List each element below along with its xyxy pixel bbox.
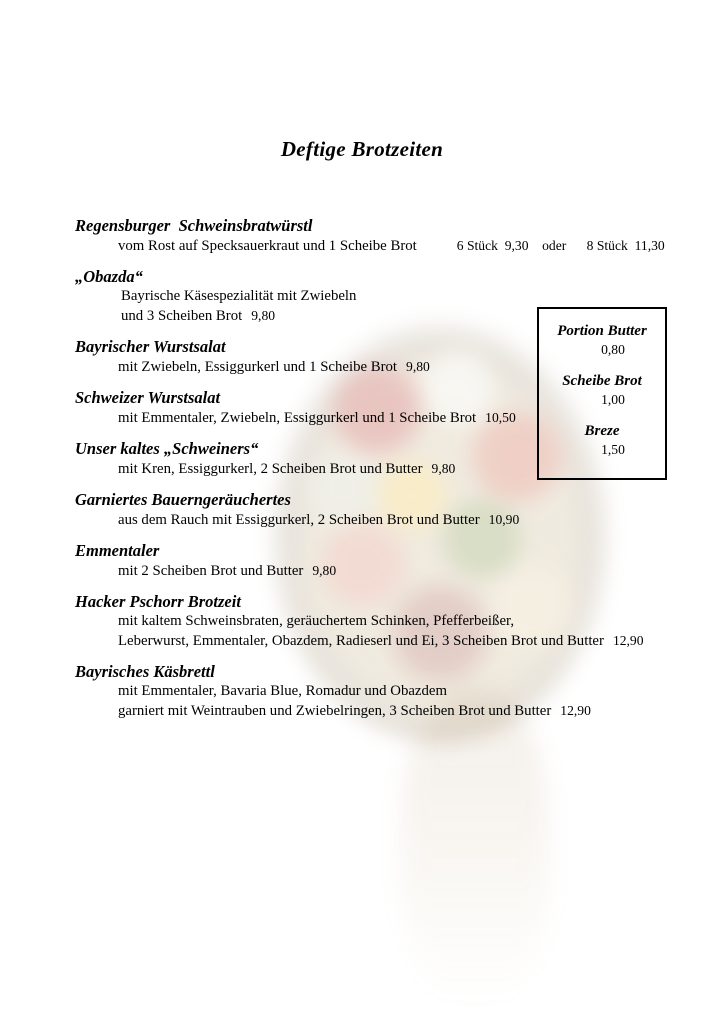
- item-description: [121, 287, 695, 306]
- item-desc-text: mit Emmentaler, Zwiebeln, Essiggurkerl und 1 Scheibe Brot: [118, 410, 477, 426]
- item-name: Garniertes Bauerngeräuchertes: [75, 490, 291, 509]
- item-name: Schweizer Wurstsalat: [75, 388, 221, 407]
- item-description: [118, 701, 695, 721]
- item-price: 6 Stück 9,30 oder 8 Stück 11,30: [456, 238, 665, 253]
- extras-price-box: [537, 307, 667, 480]
- menu-item-hacker-pschorr-brotzeit: [75, 592, 695, 651]
- item-desc-text: mit Kren, Essiggurkerl, 2 Scheiben Brot und Butter: [118, 461, 423, 477]
- photo-fade-smear: [400, 690, 550, 1010]
- item-desc-text: mit kaltem Schweinsbraten, geräuchertem Schinken, Pfefferbeißer,: [118, 613, 515, 629]
- item-name: Unser kaltes „Schweiners“: [75, 439, 259, 458]
- item-desc-text: aus dem Rauch mit Essiggurkerl, 2 Scheiben Brot und Butter: [118, 512, 480, 528]
- item-desc-text: mit Zwiebeln, Essiggurkerl und 1 Scheibe Brot: [118, 359, 398, 375]
- item-name: „Obazda“: [75, 267, 143, 286]
- menu-item-kaesbrettl: [75, 662, 695, 721]
- extras-item-name: Breze: [584, 423, 620, 439]
- item-desc-text: Leberwurst, Emmentaler, Obazdem, Radieserl und Ei, 3 Scheiben Brot und Butter: [118, 633, 604, 649]
- item-desc-text: Bayrische Käsespezialität mit Zwiebeln: [121, 288, 357, 304]
- menu-item-regensburger: [75, 216, 695, 256]
- item-price: 12,90: [560, 703, 591, 718]
- extras-item-breze: [539, 422, 665, 458]
- item-desc-text: und 3 Scheiben Brot: [121, 308, 243, 324]
- item-description: [118, 510, 695, 530]
- extras-item-price: 0,80: [601, 342, 625, 357]
- item-name: Hacker Pschorr Brotzeit: [75, 592, 241, 611]
- item-desc-text: garniert mit Weintrauben und Zwiebelringen, 3 Scheiben Brot und Butter: [118, 703, 552, 719]
- menu-item-bauerngeraeuchertes: [75, 490, 695, 530]
- menu-item-emmentaler: [75, 541, 695, 581]
- item-description: [118, 612, 695, 631]
- item-price: 12,90: [612, 633, 644, 648]
- item-desc-text: mit Emmentaler, Bavaria Blue, Romadur und Obazdem: [118, 683, 447, 699]
- extras-item-scheibe-brot: [539, 372, 665, 408]
- item-price: 9,80: [312, 563, 337, 578]
- item-price: 9,80: [431, 461, 456, 476]
- page-title: Deftige Brotzeiten: [280, 137, 444, 161]
- item-desc-text: vom Rost auf Specksauerkraut und 1 Scheibe Brot: [118, 238, 417, 254]
- item-price: 10,90: [488, 512, 520, 527]
- item-name: Emmentaler: [75, 541, 160, 560]
- item-description: [118, 236, 695, 256]
- item-price: 9,80: [406, 359, 430, 374]
- item-description: [118, 561, 695, 581]
- item-price: 9,80: [251, 308, 276, 323]
- item-description: [118, 682, 695, 701]
- item-name: Bayrisches Käsbrettl: [75, 662, 215, 681]
- extras-item-name: Portion Butter: [557, 323, 647, 339]
- extras-item-name: Scheibe Brot: [562, 373, 642, 389]
- item-name: Regensburger Schweinsbratwürstl: [75, 216, 313, 235]
- item-description: [118, 631, 695, 651]
- extras-item-portion-butter: [539, 322, 665, 358]
- extras-item-price: 1,00: [601, 392, 625, 407]
- item-desc-text: mit 2 Scheiben Brot und Butter: [118, 563, 304, 579]
- item-price: 10,50: [485, 410, 516, 425]
- extras-item-price: 1,50: [601, 442, 625, 457]
- item-name: Bayrischer Wurstsalat: [75, 337, 226, 356]
